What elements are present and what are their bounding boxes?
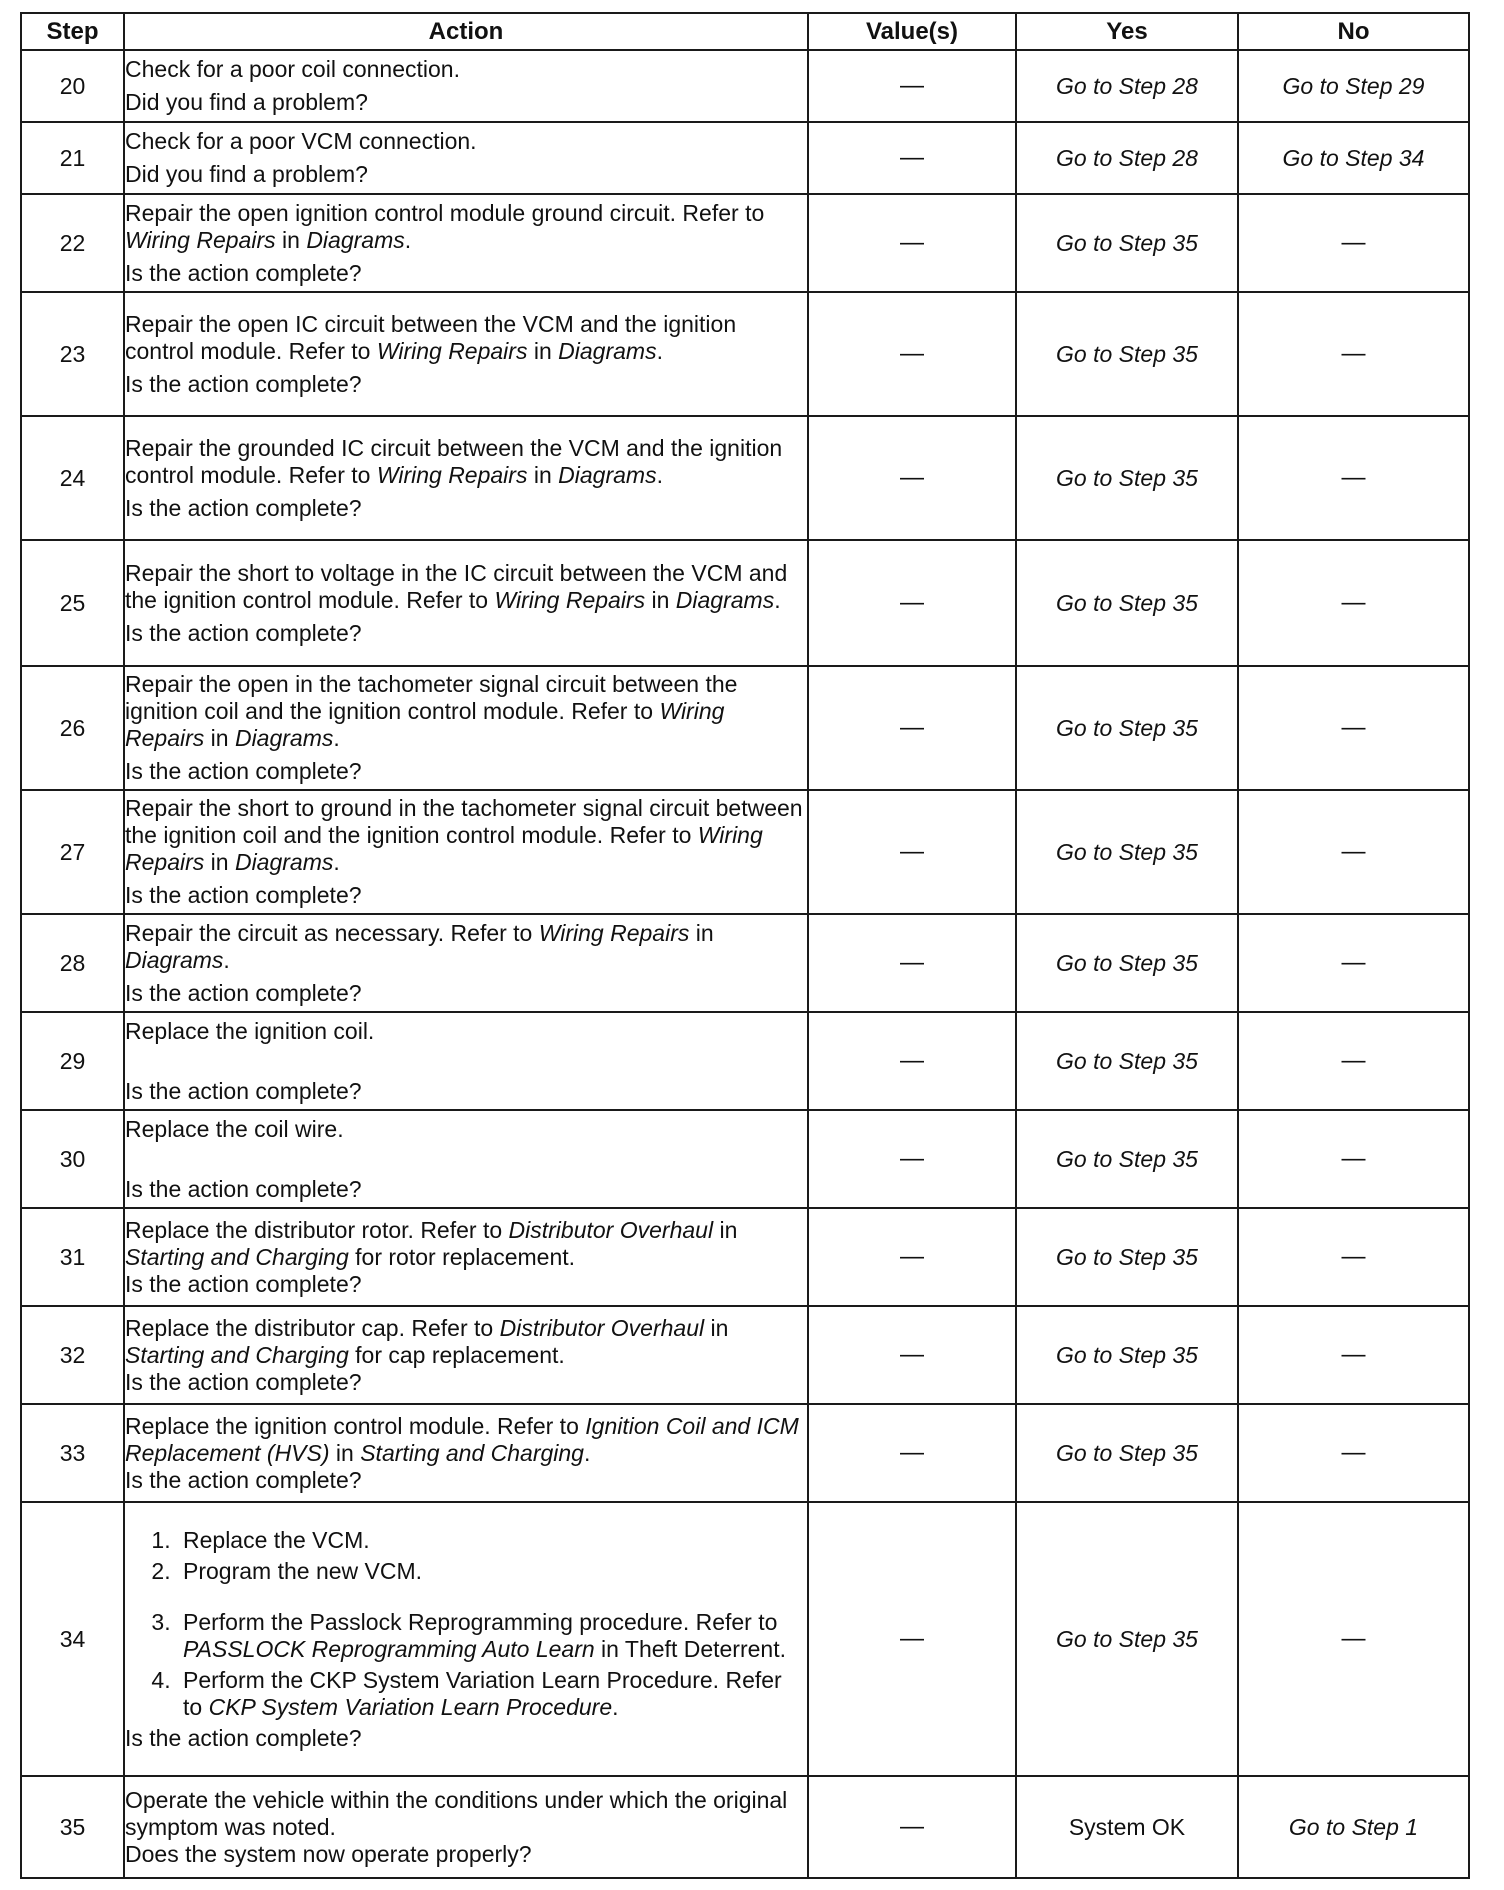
no-cell: Go to Step 29: [1238, 50, 1469, 122]
action-text: Replace the distributor cap. Refer to Distributor Overhaul in Starting and Charging for cap replacement.: [125, 1314, 729, 1368]
header-values: Value(s): [808, 13, 1016, 50]
action-question: Is the action complete?: [125, 1270, 362, 1297]
action-question: Did you find a problem?: [125, 89, 368, 115]
value-cell: —: [808, 50, 1016, 122]
value-cell: —: [808, 666, 1016, 790]
table-row: [21, 122, 1469, 194]
no-cell: Go to Step 1: [1238, 1776, 1469, 1878]
value-cell: —: [808, 122, 1016, 194]
no-cell: —: [1238, 1306, 1469, 1404]
action-cell: [124, 914, 808, 1012]
action-cell: [124, 790, 808, 914]
action-text: Repair the circuit as necessary. Refer to Wiring Repairs in Diagrams.: [125, 919, 714, 973]
action-text: Repair the open ignition control module ground circuit. Refer to Wiring Repairs in Diagrams.: [125, 199, 765, 253]
step-number: 31: [21, 1208, 124, 1306]
action-question: Is the action complete?: [125, 619, 362, 646]
sub-step: 1. Replace the VCM.: [177, 1527, 807, 1554]
reference-link: Wiring Repairs: [125, 226, 276, 253]
step-number: 27: [21, 790, 124, 914]
reference-link: Starting and Charging: [360, 1439, 584, 1466]
step-number: 25: [21, 540, 124, 666]
reference-link: Diagrams: [125, 946, 224, 973]
action-cell: [124, 1208, 808, 1306]
action-cell: [124, 122, 808, 194]
reference-link: Wiring Repairs: [125, 822, 763, 875]
no-cell: —: [1238, 1012, 1469, 1110]
reference-link: Wiring Repairs: [125, 698, 725, 751]
no-cell: —: [1238, 292, 1469, 416]
sub-step-list: [125, 1527, 807, 1721]
action-text: Replace the coil wire.: [125, 1115, 344, 1142]
value-cell: —: [808, 1110, 1016, 1208]
step-number: 35: [21, 1776, 124, 1878]
action-cell: [124, 194, 808, 292]
table-row: [21, 790, 1469, 914]
reference-link: Diagrams: [306, 226, 405, 253]
table-row: [21, 540, 1469, 666]
yes-cell: Go to Step 35: [1016, 1110, 1238, 1208]
value-cell: —: [808, 416, 1016, 540]
value-cell: —: [808, 1502, 1016, 1776]
no-cell: —: [1238, 790, 1469, 914]
yes-cell: Go to Step 28: [1016, 50, 1238, 122]
table-row: [21, 50, 1469, 122]
table-row: [21, 1502, 1469, 1776]
no-cell: —: [1238, 914, 1469, 1012]
action-question: Is the action complete?: [125, 979, 362, 1006]
yes-cell: Go to Step 28: [1016, 122, 1238, 194]
table-row: [21, 914, 1469, 1012]
yes-cell: Go to Step 35: [1016, 416, 1238, 540]
step-number: 21: [21, 122, 124, 194]
reference-link: Wiring Repairs: [376, 461, 528, 488]
header-row: [21, 13, 1469, 50]
action-question: Is the action complete?: [125, 1368, 362, 1395]
value-cell: —: [808, 914, 1016, 1012]
reference-link: Distributor Overhaul: [508, 1216, 714, 1243]
action-question: Is the action complete?: [125, 758, 362, 784]
no-cell: —: [1238, 1502, 1469, 1776]
step-number: 30: [21, 1110, 124, 1208]
action-question: Does the system now operate properly?: [125, 1840, 532, 1867]
action-cell: [124, 292, 808, 416]
header-no: No: [1238, 13, 1469, 50]
yes-cell: Go to Step 35: [1016, 666, 1238, 790]
header-action: Action: [124, 13, 808, 50]
reference-link: Diagrams: [558, 461, 657, 488]
value-cell: —: [808, 1012, 1016, 1110]
yes-cell: Go to Step 35: [1016, 194, 1238, 292]
yes-cell: System OK: [1016, 1776, 1238, 1878]
table-row: [21, 194, 1469, 292]
action-text: Repair the open in the tachometer signal circuit between the ignition coil and the ignition control module. Refer to Wiring Repairs in Diagrams.: [125, 671, 738, 751]
reference-link: PASSLOCK Reprogramming Auto Learn: [183, 1635, 595, 1662]
yes-cell: Go to Step 35: [1016, 790, 1238, 914]
value-cell: —: [808, 1208, 1016, 1306]
yes-cell: Go to Step 35: [1016, 1502, 1238, 1776]
no-cell: Go to Step 34: [1238, 122, 1469, 194]
step-number: 23: [21, 292, 124, 416]
action-text: Repair the open IC circuit between the VCM and the ignition control module. Refer to Wiring Repairs in Diagrams.: [125, 310, 737, 364]
yes-cell: Go to Step 35: [1016, 540, 1238, 666]
action-text: Replace the ignition coil.: [125, 1017, 375, 1044]
reference-link: Wiring Repairs: [494, 586, 646, 613]
reference-link: Wiring Repairs: [376, 337, 528, 364]
no-cell: —: [1238, 1110, 1469, 1208]
action-text: Operate the vehicle within the conditions under which the original symptom was noted.: [125, 1786, 788, 1840]
reference-link: Distributor Overhaul: [499, 1314, 705, 1341]
action-text: Repair the short to ground in the tachometer signal circuit between the ignition coil and the ignition control module. Refer to Wiring Repairs in Diagrams.: [125, 795, 803, 875]
sub-step: 3. Perform the Passlock Reprogramming procedure. Refer to PASSLOCK Reprogramming Auto Learn in Theft Deterrent.: [177, 1609, 807, 1663]
table-row: [21, 666, 1469, 790]
step-number: 33: [21, 1404, 124, 1502]
yes-cell: Go to Step 35: [1016, 1404, 1238, 1502]
table-row: [21, 1110, 1469, 1208]
diagnostic-table: [20, 12, 1470, 1879]
action-cell: [124, 416, 808, 540]
header-step: Step: [21, 13, 124, 50]
table-row: [21, 1404, 1469, 1502]
action-cell: [124, 1776, 808, 1878]
step-number: 28: [21, 914, 124, 1012]
action-question: Is the action complete?: [125, 259, 362, 286]
action-cell: [124, 1110, 808, 1208]
step-number: 34: [21, 1502, 124, 1776]
value-cell: —: [808, 1404, 1016, 1502]
reference-link: Starting and Charging: [125, 1243, 349, 1270]
step-number: 24: [21, 416, 124, 540]
action-cell: [124, 666, 808, 790]
action-question: Is the action complete?: [125, 494, 362, 521]
yes-cell: Go to Step 35: [1016, 1012, 1238, 1110]
header-yes: Yes: [1016, 13, 1238, 50]
action-question: Is the action complete?: [125, 370, 362, 397]
value-cell: —: [808, 292, 1016, 416]
reference-link: Ignition Coil and ICM Replacement (HVS): [125, 1412, 799, 1466]
action-question: Is the action complete?: [125, 1077, 362, 1104]
table-row: [21, 1306, 1469, 1404]
action-cell: [124, 50, 808, 122]
sub-step: 2. Program the new VCM.: [177, 1558, 807, 1585]
action-question: Is the action complete?: [125, 1175, 362, 1202]
action-text: Check for a poor coil connection.: [125, 56, 460, 82]
table-row: [21, 1776, 1469, 1878]
reference-link: CKP System Variation Learn Procedure: [208, 1693, 613, 1720]
no-cell: —: [1238, 1404, 1469, 1502]
sub-step: 4. Perform the CKP System Variation Learn Procedure. Refer to CKP System Variation Learn Procedure.: [177, 1667, 807, 1721]
no-cell: —: [1238, 194, 1469, 292]
action-cell: [124, 1306, 808, 1404]
no-cell: —: [1238, 666, 1469, 790]
reference-link: Wiring Repairs: [538, 919, 690, 946]
step-number: 22: [21, 194, 124, 292]
reference-link: Starting and Charging: [125, 1341, 349, 1368]
table-row: [21, 1208, 1469, 1306]
yes-cell: Go to Step 35: [1016, 914, 1238, 1012]
value-cell: —: [808, 1306, 1016, 1404]
yes-cell: Go to Step 35: [1016, 1208, 1238, 1306]
action-text: Replace the ignition control module. Refer to Ignition Coil and ICM Replacement (HVS) in Starting and Charging.: [125, 1412, 799, 1466]
no-cell: —: [1238, 1208, 1469, 1306]
value-cell: —: [808, 790, 1016, 914]
action-cell: [124, 1012, 808, 1110]
action-question: Is the action complete?: [125, 882, 362, 908]
value-cell: —: [808, 540, 1016, 666]
action-question: Did you find a problem?: [125, 161, 368, 187]
table-row: [21, 292, 1469, 416]
action-cell: [124, 1502, 808, 1776]
action-cell: [124, 540, 808, 666]
value-cell: —: [808, 1776, 1016, 1878]
table-row: [21, 1012, 1469, 1110]
step-number: 20: [21, 50, 124, 122]
reference-link: Diagrams: [234, 849, 334, 875]
reference-link: Diagrams: [234, 725, 334, 751]
action-text: Replace the distributor rotor. Refer to Distributor Overhaul in Starting and Charging for rotor replacement.: [125, 1216, 738, 1270]
reference-link: Diagrams: [558, 337, 657, 364]
action-question: Is the action complete?: [125, 1724, 362, 1751]
yes-cell: Go to Step 35: [1016, 1306, 1238, 1404]
value-cell: —: [808, 194, 1016, 292]
table-row: [21, 416, 1469, 540]
yes-cell: Go to Step 35: [1016, 292, 1238, 416]
reference-link: Diagrams: [675, 586, 775, 613]
action-text: Check for a poor VCM connection.: [125, 128, 477, 154]
step-number: 29: [21, 1012, 124, 1110]
no-cell: —: [1238, 416, 1469, 540]
action-cell: [124, 1404, 808, 1502]
action-question: Is the action complete?: [125, 1466, 362, 1493]
action-text: Repair the short to voltage in the IC circuit between the VCM and the ignition control module. Refer to Wiring Repairs in Diagrams.: [125, 559, 788, 613]
no-cell: —: [1238, 540, 1469, 666]
step-number: 32: [21, 1306, 124, 1404]
step-number: 26: [21, 666, 124, 790]
action-text: Repair the grounded IC circuit between the VCM and the ignition control module. Refer to Wiring Repairs in Diagrams.: [125, 434, 783, 488]
